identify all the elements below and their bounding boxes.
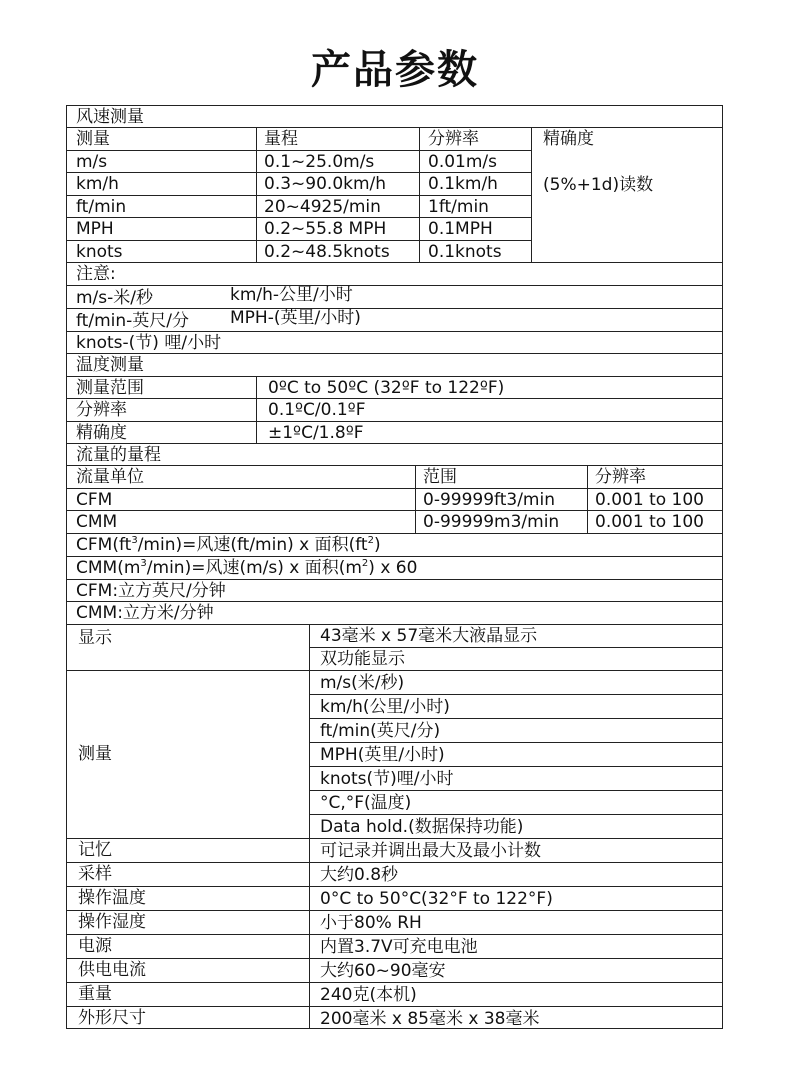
formula-exponent: 2	[367, 535, 374, 546]
row-divider	[309, 814, 723, 815]
spec-value: 小于80% RH	[320, 913, 422, 933]
spec-label: 供电电流	[78, 960, 146, 980]
formula-exponent: 2	[361, 558, 369, 569]
row-divider	[66, 421, 723, 422]
wind-unit: m/s	[76, 152, 108, 172]
spec-value: 200毫米 x 85毫米 x 38毫米	[320, 1009, 540, 1029]
flow-unit: CMM	[76, 512, 118, 532]
wind-resolution: 0.1knots	[428, 242, 502, 262]
wind-range: 0.2~55.8 MPH	[264, 219, 387, 239]
row-divider	[66, 670, 723, 671]
measure-value: knots(节)哩/小时	[320, 769, 454, 789]
wind-range: 0.3~90.0km/h	[264, 174, 387, 194]
note-kmh: km/h-公里/小时	[230, 285, 353, 305]
temp-value: 0ºC to 50ºC (32ºF to 122ºF)	[268, 378, 505, 398]
temp-label: 测量范围	[76, 378, 144, 398]
row-divider	[66, 308, 723, 309]
row-divider	[66, 910, 723, 911]
col-divider	[587, 465, 588, 533]
spec-value: 可记录并调出最大及最小计数	[320, 841, 541, 861]
flow-range: 0-99999ft3/min	[423, 490, 555, 510]
row-divider	[309, 790, 723, 791]
spec-value: 大约60~90毫安	[320, 961, 446, 981]
wind-unit: MPH	[76, 219, 114, 239]
measure-value: m/s(米/秒)	[320, 673, 405, 693]
note-knots: knots-(节) 哩/小时	[76, 333, 222, 353]
spec-label: 操作湿度	[78, 912, 146, 932]
wind-range: 0.1~25.0m/s	[264, 152, 375, 172]
wind-resolution: 1ft/min	[428, 197, 489, 217]
row-divider	[309, 718, 723, 719]
wind-header-range: 量程	[264, 129, 298, 149]
row-divider	[66, 982, 723, 983]
spec-label: 电源	[78, 936, 112, 956]
page-title: 产品参数	[311, 47, 479, 93]
temp-value: ±1ºC/1.8ºF	[268, 423, 364, 443]
measure-value: °C,°F(温度)	[320, 793, 412, 813]
formula-part: ) x 60	[368, 558, 418, 578]
row-divider	[66, 127, 723, 128]
row-divider	[66, 1006, 723, 1007]
spec-label: 操作温度	[78, 888, 146, 908]
col-divider	[415, 465, 416, 533]
note-mph: MPH-(英里/小时)	[230, 308, 361, 328]
wind-resolution: 0.1MPH	[428, 219, 493, 239]
flow-header-resolution: 分辨率	[595, 467, 646, 487]
wind-accuracy-value: (5%+1d)读数	[543, 175, 654, 195]
row-divider	[66, 838, 723, 839]
spec-value: 大约0.8秒	[320, 865, 399, 885]
flow-unit: CFM	[76, 490, 113, 510]
spec-value: 240克(本机)	[320, 985, 417, 1005]
row-divider	[309, 742, 723, 743]
wind-header-accuracy: 精确度	[543, 129, 594, 149]
spec-label: 记忆	[78, 840, 112, 860]
wind-unit: km/h	[76, 174, 119, 194]
temp-value: 0.1ºC/0.1ºF	[268, 400, 366, 420]
row-divider	[66, 285, 723, 286]
display-value: 43毫米 x 57毫米大液晶显示	[320, 626, 538, 646]
row-divider	[66, 886, 723, 887]
measure-label: 测量	[78, 744, 112, 764]
cfm-formula	[76, 534, 381, 556]
temp-heading: 温度测量	[76, 355, 144, 375]
col-divider	[531, 127, 532, 262]
col-divider	[419, 127, 420, 262]
row-divider	[66, 934, 723, 935]
temp-label: 精确度	[76, 423, 127, 443]
formula-exponent: 3	[140, 558, 147, 569]
measure-value: MPH(英里/小时)	[320, 745, 445, 765]
note-heading: 注意:	[76, 264, 116, 284]
col-divider	[256, 376, 257, 443]
wind-range: 0.2~48.5knots	[264, 242, 390, 262]
spec-label: 外形尺寸	[78, 1008, 146, 1028]
row-divider	[309, 694, 723, 695]
flow-range: 0-99999m3/min	[423, 512, 560, 532]
cmm-definition: CMM:立方米/分钟	[76, 603, 214, 623]
display-value: 双功能显示	[320, 649, 405, 669]
wind-header-measure: 测量	[76, 129, 110, 149]
col-divider	[256, 127, 257, 262]
wind-header-resolution: 分辨率	[428, 129, 479, 149]
measure-value: km/h(公里/小时)	[320, 697, 450, 717]
spec-value: 0°C to 50°C(32°F to 122°F)	[320, 889, 553, 909]
formula-part: CFM(ft	[76, 535, 132, 555]
wind-unit: knots	[76, 242, 123, 262]
wind-resolution: 0.1km/h	[428, 174, 498, 194]
spec-label: 采样	[78, 864, 112, 884]
note-ftmin: ft/min-英尺/分	[76, 311, 189, 331]
row-divider	[66, 443, 723, 444]
note-ms: m/s-米/秒	[76, 288, 154, 308]
spec-label: 重量	[78, 984, 112, 1004]
flow-resolution: 0.001 to 100	[595, 512, 704, 532]
formula-part: )	[373, 535, 381, 555]
wind-resolution: 0.01m/s	[428, 152, 497, 172]
row-divider	[66, 862, 723, 863]
spec-value: 内置3.7V可充电电池	[320, 937, 478, 957]
cfm-definition: CFM:立方英尺/分钟	[76, 581, 226, 601]
cmm-formula	[76, 557, 417, 579]
formula-part: /min)=风速(m/s) x 面积(m	[146, 558, 362, 578]
flow-header-unit: 流量单位	[76, 467, 144, 487]
formula-part: CMM(m	[76, 558, 141, 578]
temp-label: 分辨率	[76, 400, 127, 420]
display-label: 显示	[78, 628, 112, 648]
flow-header-range: 范围	[423, 467, 457, 487]
measure-value: Data hold.(数据保持功能)	[320, 817, 524, 837]
wind-range: 20~4925/min	[264, 197, 381, 217]
flow-heading: 流量的量程	[76, 445, 161, 465]
formula-part: /min)=风速(ft/min) x 面积(ft	[137, 535, 368, 555]
wind-unit: ft/min	[76, 197, 127, 217]
formula-exponent: 3	[131, 535, 138, 546]
row-divider	[66, 958, 723, 959]
flow-resolution: 0.001 to 100	[595, 490, 704, 510]
row-divider	[309, 766, 723, 767]
measure-value: ft/min(英尺/分)	[320, 721, 441, 741]
col-divider	[309, 624, 310, 1029]
row-divider	[66, 262, 723, 263]
wind-heading: 风速测量	[76, 107, 144, 127]
